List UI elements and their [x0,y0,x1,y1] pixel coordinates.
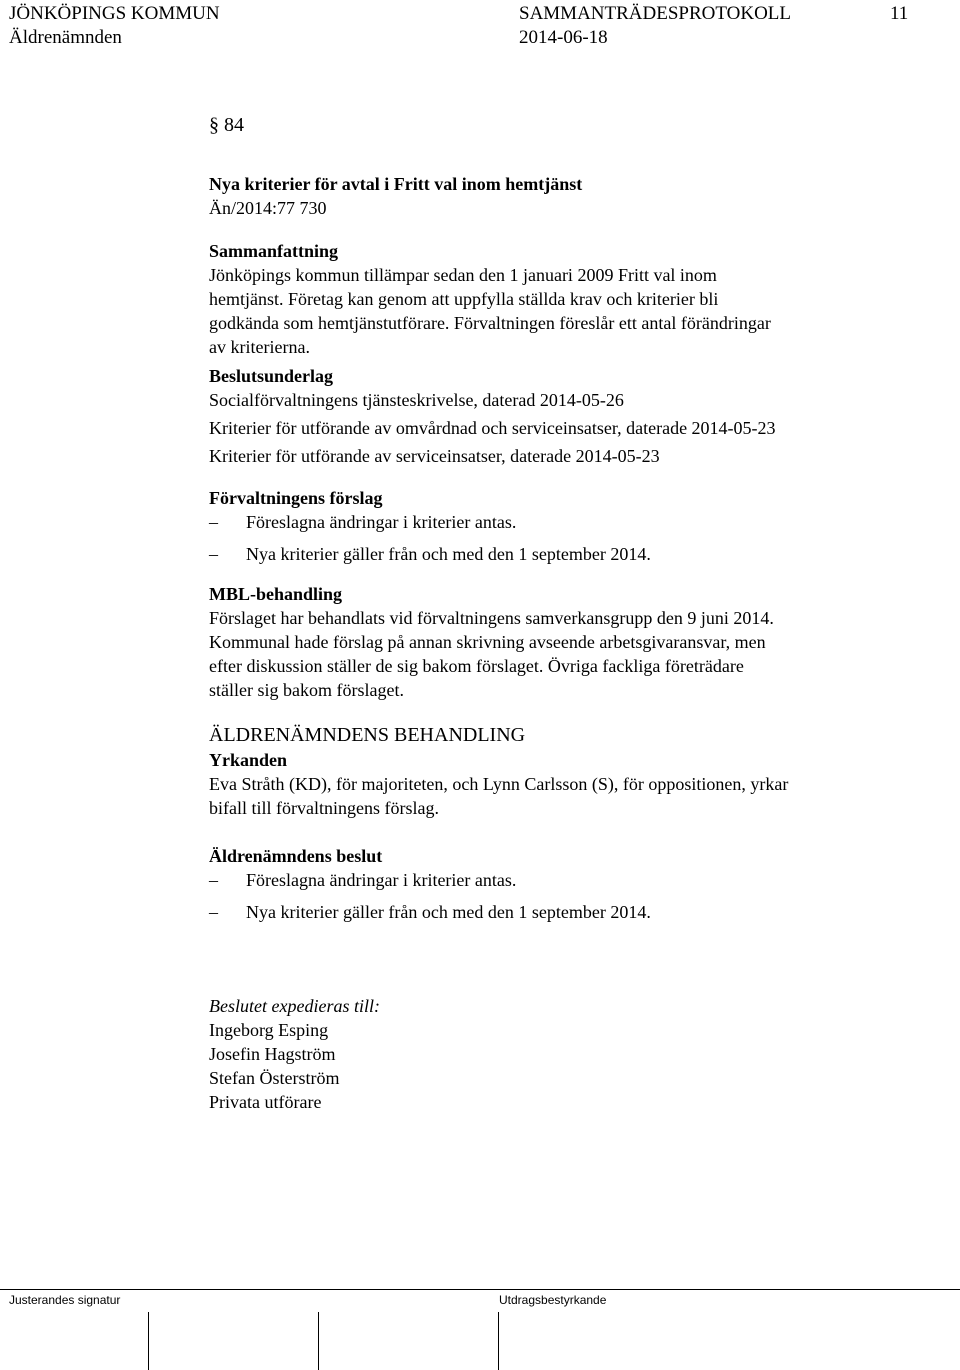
basis-item: Kriterier för utförande av serviceinsatser, daterade 2014-05-23 [209,446,660,466]
proposal-item [209,542,929,566]
proposal-item-text: Nya kriterier gäller från och med den 1 september 2014. [246,544,651,564]
summary-line: av kriterierna. [209,337,310,357]
basis-heading: Beslutsunderlag [209,366,334,386]
signature-box-divider [148,1312,149,1370]
mbl-line: Kommunal hade förslag på annan skrivning avseende arbetsgivaransvar, men [209,632,766,652]
signature-box-divider [498,1312,499,1370]
dash-bullet: – [209,512,218,532]
summary-heading: Sammanfattning [209,241,339,261]
handling-subheading: Yrkanden [209,750,288,770]
dash-bullet: – [209,870,218,890]
footer-signature-label: Justerandes signatur [9,1293,121,1307]
paragraph-number: § 84 [209,114,244,136]
header-doc-type: SAMMANTRÄDESPROTOKOLL [519,3,792,24]
summary-line: Jönköpings kommun tillämpar sedan den 1 januari 2009 Fritt val inom [209,265,717,285]
proposal-item [209,510,929,534]
decision-heading: Äldrenämndens beslut [209,846,383,866]
summary-line: hemtjänst. Företag kan genom att uppfylla ställda krav och kriterier bli [209,289,719,309]
recipient: Ingeborg Esping [209,1020,329,1040]
recipient: Josefin Hagström [209,1044,336,1064]
decision-item [209,868,929,892]
header-org: JÖNKÖPINGS KOMMUN [9,3,220,24]
signature-box-divider [318,1312,319,1370]
footer-divider [0,1289,960,1290]
recipient: Privata utförare [209,1092,322,1112]
handling-heading: ÄLDRENÄMNDENS BEHANDLING [209,724,526,746]
protocol-body [209,112,929,1114]
mbl-heading: MBL-behandling [209,584,343,604]
mbl-line: ställer sig bakom förslaget. [209,680,404,700]
header-date: 2014-06-18 [519,27,608,48]
decision-item-text: Föreslagna ändringar i kriterier antas. [246,870,517,890]
basis-item: Kriterier för utförande av omvårdnad och serviceinsatser, daterade 2014-05-23 [209,418,776,438]
dash-bullet: – [209,902,218,922]
recipient: Stefan Österström [209,1068,340,1088]
case-number: Än/2014:77 730 [209,198,327,218]
dash-bullet: – [209,544,218,564]
handling-line: bifall till förvaltningens förslag. [209,798,439,818]
mbl-line: efter diskussion ställer de sig bakom förslaget. Övriga fackliga företrädare [209,656,744,676]
header-board: Äldrenämnden [9,27,122,48]
paragraph-title: Nya kriterier för avtal i Fritt val inom hemtjänst [209,174,583,194]
decision-item-text: Nya kriterier gäller från och med den 1 september 2014. [246,902,651,922]
mbl-line: Förslaget har behandlats vid förvaltningens samverkansgrupp den 9 juni 2014. [209,608,774,628]
proposal-heading: Förvaltningens förslag [209,488,383,508]
decision-item [209,900,929,924]
handling-line: Eva Stråth (KD), för majoriteten, och Lynn Carlsson (S), för oppositionen, yrkar [209,774,789,794]
header-page-number: 11 [890,3,909,24]
distribution-heading: Beslutet expedieras till: [209,996,380,1016]
summary-line: godkända som hemtjänstutförare. Förvaltningen föreslår ett antal förändringar [209,313,771,333]
proposal-item-text: Föreslagna ändringar i kriterier antas. [246,512,517,532]
footer-certification-label: Utdragsbestyrkande [499,1293,607,1307]
basis-item: Socialförvaltningens tjänsteskrivelse, daterad 2014-05-26 [209,390,624,410]
